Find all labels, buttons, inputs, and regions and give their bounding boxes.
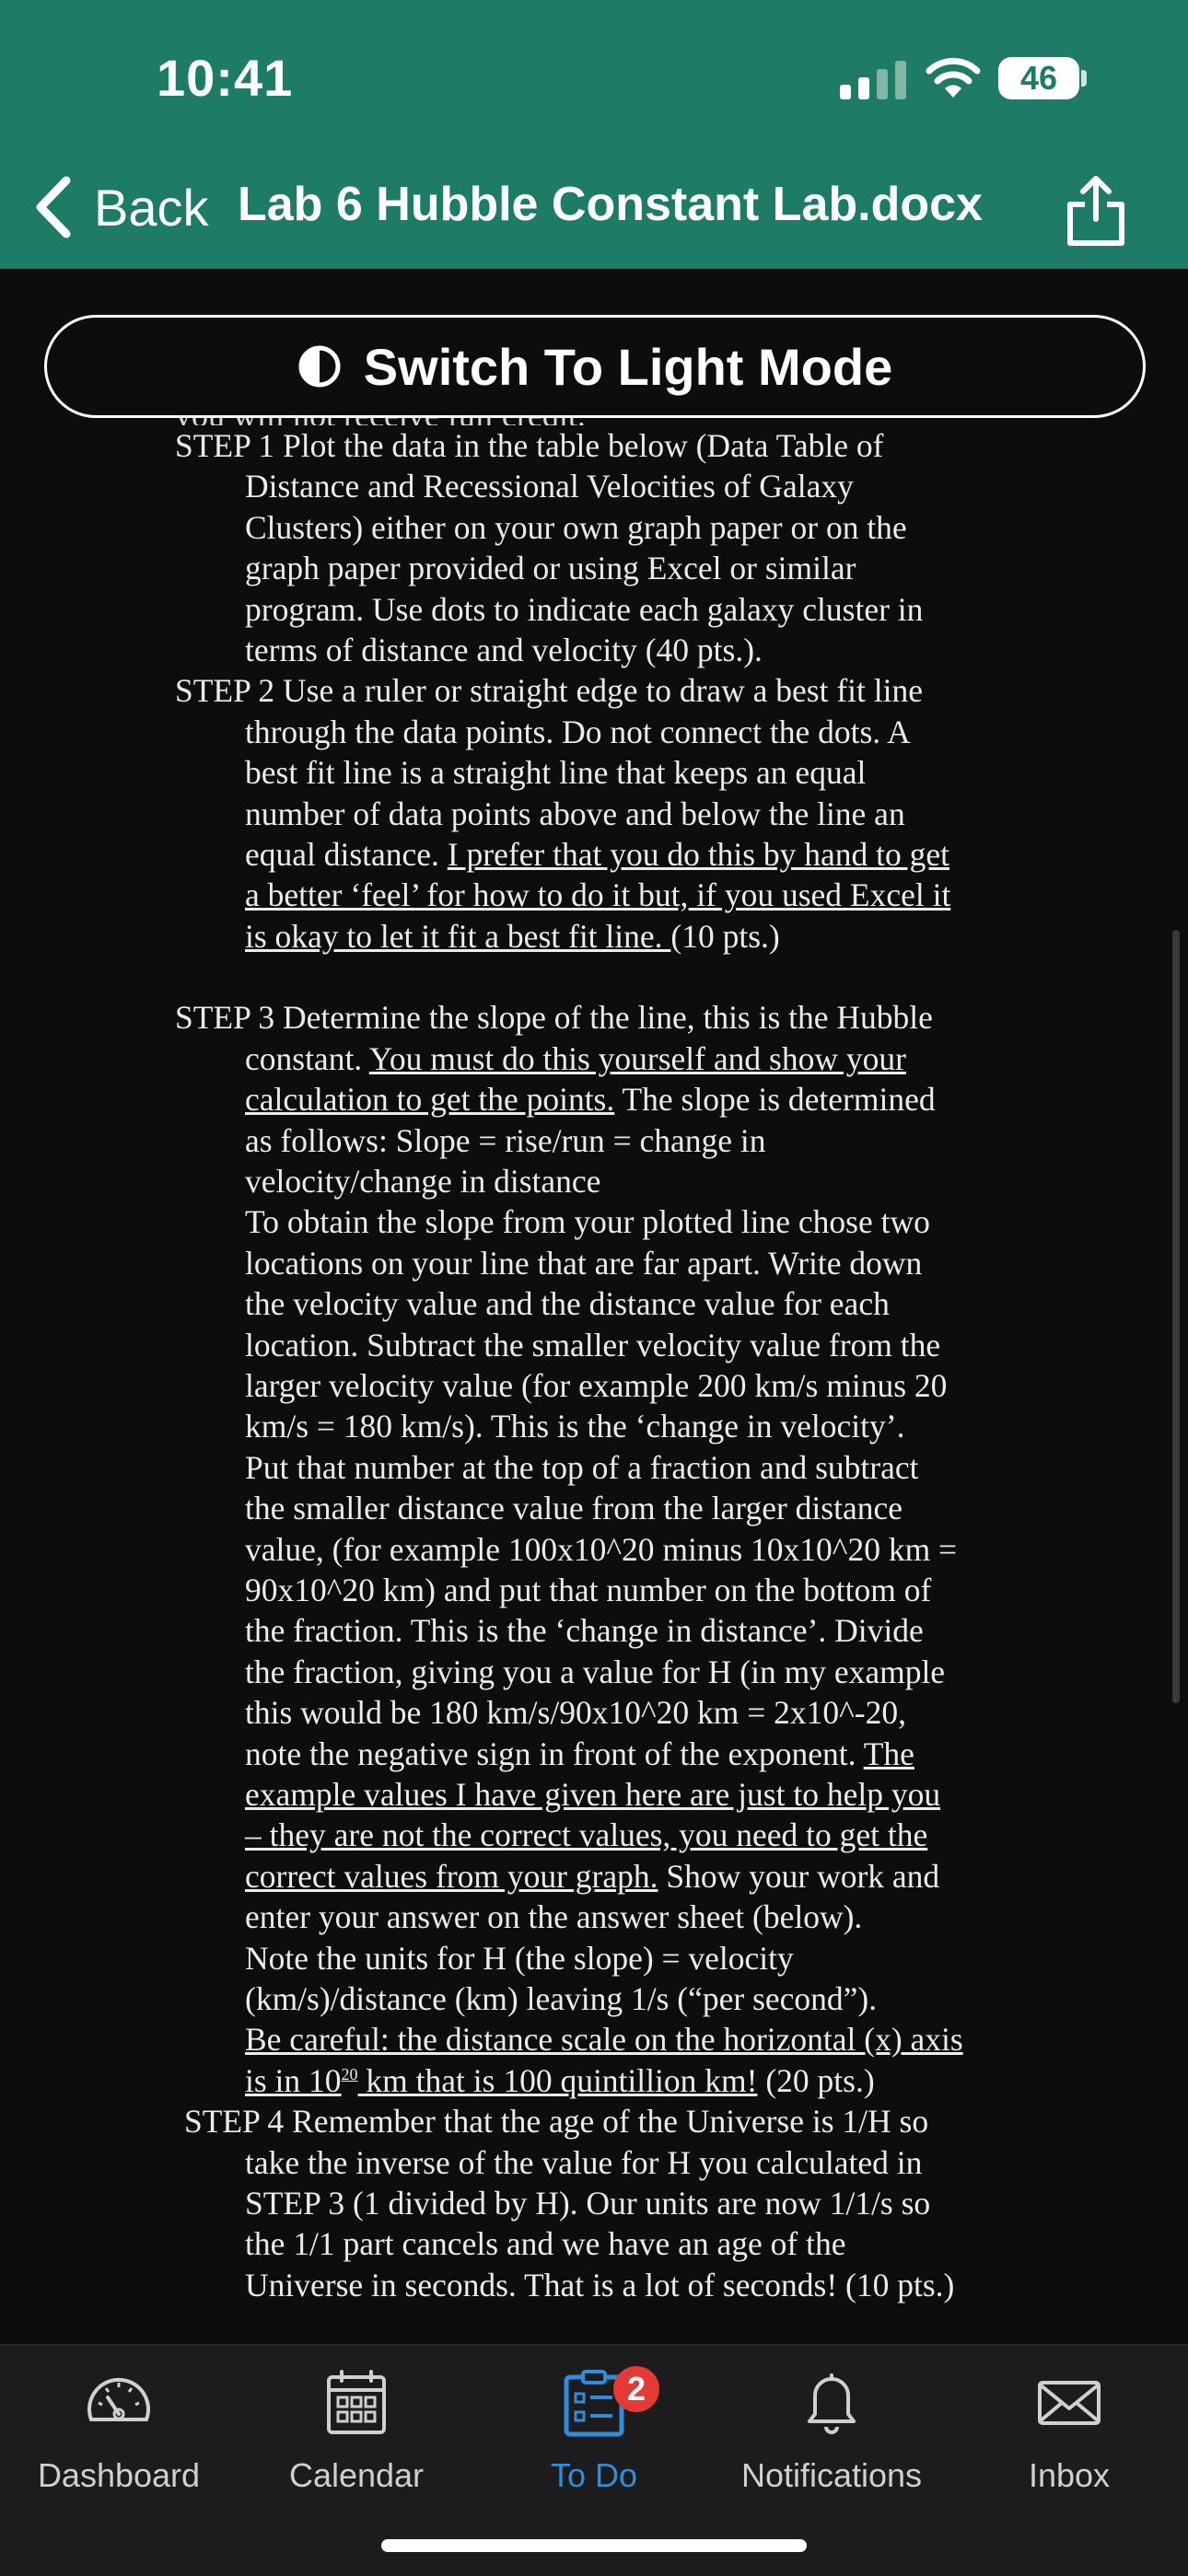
battery-tip: [1081, 70, 1087, 87]
text-line: program. Use dots to indicate each galaxy cluster in: [245, 590, 924, 628]
text-line: terms of distance and velocity (40 pts.).: [245, 632, 763, 669]
text-line: Universe in seconds. That is a lot of seconds! (10 pts.): [245, 2266, 955, 2303]
text-line: Note the units for H (the slope) = velocity: [245, 1939, 794, 1977]
text-line: 90x10^20 km) and put that number on the bottom of: [245, 1571, 932, 1608]
document-title: Lab 6 Hubble Constant Lab.docx: [238, 178, 983, 231]
tab-label: Inbox: [1028, 2456, 1111, 2494]
chevron-left-icon: [33, 175, 74, 239]
tab-label: Dashboard: [37, 2456, 201, 2494]
text-line: STEP 4 Remember that the age of the Universe is 1/H so: [184, 2103, 929, 2141]
text-line: STEP 3 (1 divided by H). Our units are now 1/1/s so: [245, 2185, 931, 2222]
text-line: best fit line is a straight line that keeps an equal: [245, 754, 867, 792]
app-header: [0, 0, 1188, 269]
cellular-signal-icon: [840, 61, 906, 99]
text-line: To obtain the slope from your plotted line chose two: [245, 1203, 930, 1241]
text-line: – they are not the correct values, you need to get the: [245, 1816, 928, 1854]
text-line: note the negative sign in front of the exponent. The: [245, 1735, 914, 1772]
text-line: enter your answer on the answer sheet (below).: [245, 1898, 863, 1936]
envelope-icon: [1032, 2366, 1106, 2440]
contrast-icon: [297, 344, 342, 389]
switch-light-mode-button[interactable]: [44, 315, 1146, 418]
text-line: location. Subtract the smaller velocity value from the: [245, 1326, 941, 1363]
text-line: Be careful: the distance scale on the horizontal (x) axis: [245, 2021, 963, 2059]
tab-dashboard[interactable]: [0, 2366, 238, 2495]
text-line: (km/s)/distance (km) leaving 1/s (“per second”).: [245, 1980, 878, 2018]
home-indicator: [381, 2539, 807, 2552]
battery-indicator: 46: [998, 57, 1079, 99]
share-icon[interactable]: [1059, 171, 1133, 249]
text-line: is okay to let it fit a best fit line. (10 pts.): [245, 917, 780, 955]
tab-notifications[interactable]: [713, 2366, 950, 2495]
text-line: Distance and Recessional Velocities of Galaxy: [245, 468, 854, 505]
text-line: constant. You must do this yourself and show your: [245, 1039, 906, 1077]
text-line: km/s = 180 km/s). This is the ‘change in velocity’.: [245, 1408, 905, 1445]
back-button[interactable]: [33, 175, 209, 239]
tab-calendar[interactable]: [238, 2366, 475, 2495]
text-line: larger velocity value (for example 200 km/s minus 20: [245, 1366, 948, 1404]
text-line: calculation to get the points. The slope is determined: [245, 1081, 936, 1119]
text-line: value, (for example 100x10^20 minus 10x10^20 km =: [245, 1530, 958, 1568]
bell-icon: [795, 2366, 868, 2440]
text-line: Clusters) either on your own graph paper or on the: [245, 508, 907, 546]
text-line: the velocity value and the distance value for each: [245, 1285, 890, 1323]
text-line: a better ‘feel’ for how to do it but, if you used Excel it: [245, 876, 951, 914]
paragraph-gap: [0, 957, 1188, 997]
text-line: Put that number at the top of a fraction and subtract: [245, 1448, 919, 1486]
text-line: through the data points. Do not connect the dots. A: [245, 713, 911, 750]
tab-label: To Do: [550, 2456, 638, 2494]
calendar-icon: [320, 2366, 393, 2440]
text-line: velocity/change in distance: [245, 1162, 601, 1200]
step-1: [0, 425, 1188, 670]
text-line: STEP 2 Use a ruler or straight edge to draw a best fit line: [175, 672, 924, 710]
text-line: as follows: Slope = rise/run = change in: [245, 1121, 766, 1159]
text-line: STEP 1 Plot the data in the table below (Data Table of: [175, 427, 884, 464]
text-line: the fraction, giving you a value for H (in my example: [245, 1653, 946, 1690]
text-line: the 1/1 part cancels and we have an age of the: [245, 2225, 846, 2263]
document-viewer[interactable]: [0, 269, 1188, 2344]
switch-light-mode-label: Switch To Light Mode: [363, 337, 893, 396]
text-line: take the inverse of the value for H you calculated in: [245, 2143, 923, 2181]
text-line: correct values from your graph. Show your work and: [245, 1857, 940, 1895]
step-3: [0, 997, 1188, 2101]
todo-count-badge: 2: [613, 2366, 659, 2412]
scrollbar-thumb[interactable]: [1172, 930, 1180, 1703]
tab-label: Calendar: [288, 2456, 425, 2494]
text-line: locations on your line that are far apart. Write down: [245, 1244, 923, 1282]
text-line: the fraction. This is the ‘change in distance’. Divide: [245, 1612, 924, 1650]
text-line: graph paper provided or using Excel or similar: [245, 550, 856, 587]
text-line: number of data points above and below the line an: [245, 795, 905, 832]
text-line: example values I have given here are just to help you: [245, 1776, 941, 1813]
document-body: [0, 425, 1188, 2305]
tab-to-do[interactable]: [475, 2366, 713, 2495]
back-label: Back: [94, 178, 209, 237]
step-4: [0, 2101, 1188, 2305]
tab-inbox[interactable]: [950, 2366, 1188, 2495]
text-line: STEP 3 Determine the slope of the line, this is the Hubble: [175, 999, 933, 1037]
wifi-icon: [925, 55, 982, 99]
text-line: this would be 180 km/s/90x10^20 km = 2x10^-20,: [245, 1694, 906, 1732]
text-line: equal distance. I prefer that you do this by hand to get: [245, 836, 950, 874]
tab-label: Notifications: [740, 2456, 923, 2494]
text-line: is in $10^{20}$ km that is 100 quintillion km! (20 pts.): [245, 2061, 875, 2099]
gauge-icon: [82, 2366, 156, 2440]
text-line: the smaller distance value from the larger distance: [245, 1490, 903, 1527]
step-2: [0, 670, 1188, 957]
status-time: 10:41: [157, 49, 294, 107]
